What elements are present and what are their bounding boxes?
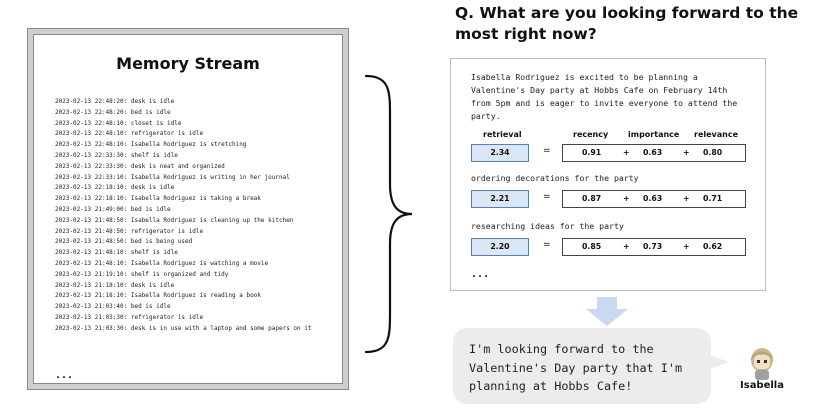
retrieved-memory-1-text: Isabella Rodriguez is excited to be planning a Valentine's Day party at Hobbs Cafe on February 14th from 5pm and is eager to invite everyone to attend the party. — [471, 72, 738, 121]
memory-entry: 2023-02-13 21:03:40: bed is idle — [55, 303, 171, 311]
plus-sign: + — [683, 242, 690, 251]
speaker-name: Isabella — [740, 380, 784, 391]
recency-score-2: 0.87 — [582, 194, 602, 203]
right-curly-brace-icon — [356, 72, 416, 356]
isabella-avatar-icon — [746, 346, 778, 382]
score-components-2 — [562, 190, 746, 208]
plus-sign: + — [623, 194, 630, 203]
memory-entry: 2023-02-13 21:18:10: Isabella Rodriguez is reading a book — [55, 292, 261, 300]
plus-sign: + — [623, 148, 630, 157]
importance-score-2: 0.63 — [643, 194, 663, 203]
retrieved-memory-3-text: researching ideas for the party — [471, 221, 624, 231]
memory-entry: 2023-02-13 22:48:10: Isabella Rodriguez is stretching — [55, 141, 247, 149]
memory-entry: 2023-02-13 21:48:50: refrigerator is idle — [55, 227, 204, 235]
memory-entry: 2023-02-13 22:48:20: bed is idle — [55, 108, 171, 116]
retrieval-score-1: 2.34 — [471, 144, 529, 162]
memory-entry: 2023-02-13 21:48:10: shelf is idle — [55, 249, 178, 257]
memory-entry: 2023-02-13 22:33:30: shelf is idle — [55, 151, 178, 159]
equals-sign: = — [543, 240, 551, 250]
score-row-1 — [471, 144, 749, 162]
memory-entry: 2023-02-13 22:18:10: Isabella Rodriguez is taking a break — [55, 195, 261, 203]
importance-score-3: 0.73 — [643, 242, 663, 251]
down-arrow-icon — [584, 297, 630, 327]
plus-sign: + — [623, 242, 630, 251]
header-retrieval: retrieval — [483, 130, 522, 139]
memory-entry: 2023-02-13 21:48:50: Isabella Rodriguez is cleaning up the kitchen — [55, 216, 294, 224]
memory-entry: 2023-02-13 22:18:10: desk is idle — [55, 184, 175, 192]
score-components-1 — [562, 144, 746, 162]
memory-stream-list — [55, 97, 341, 335]
retrieval-score-3: 2.20 — [471, 238, 529, 256]
retrieval-score-2: 2.21 — [471, 190, 529, 208]
importance-score-1: 0.63 — [643, 148, 663, 157]
header-importance: importance — [628, 130, 680, 139]
answer-text: I'm looking forward to the Valentine's Day party that I'm planning at Hobbs Cafe! — [469, 342, 683, 393]
memory-entry: 2023-02-13 22:33:30: desk is neat and organized — [55, 162, 225, 170]
memory-entry: 2023-02-13 21:48:10: Isabella Rodriguez is watching a movie — [55, 259, 269, 267]
memory-stream-title: Memory Stream — [116, 54, 260, 73]
memory-entry: 2023-02-13 22:48:10: refrigerator is idle — [55, 130, 204, 138]
memory-entry: 2023-02-13 22:48:10: closet is idle — [55, 119, 182, 127]
answer-speech-bubble — [453, 328, 711, 404]
memory-entry: 2023-02-13 22:33:10: Isabella Rodriguez is writing in her journal — [55, 173, 290, 181]
relevance-score-3: 0.62 — [703, 242, 723, 251]
memory-stream-panel — [28, 29, 348, 389]
speech-bubble-tail-icon — [707, 352, 731, 372]
retrieved-memory-2-text: ordering decorations for the party — [471, 173, 639, 183]
memory-stream-ellipsis: ... — [55, 370, 74, 381]
plus-sign: + — [683, 194, 690, 203]
memory-entry: 2023-02-13 21:48:50: bed is being used — [55, 238, 193, 246]
equals-sign: = — [543, 146, 551, 156]
header-recency: recency — [573, 130, 609, 139]
question-heading: Q. What are you looking forward to the most right now? — [455, 4, 799, 43]
equals-sign: = — [543, 192, 551, 202]
score-row-3 — [471, 238, 749, 256]
relevance-score-2: 0.71 — [703, 194, 723, 203]
memory-entry: 2023-02-13 21:18:10: desk is idle — [55, 281, 175, 289]
score-components-3 — [562, 238, 746, 256]
retrieval-panel — [450, 58, 766, 291]
retrieval-ellipsis: ... — [471, 269, 490, 280]
memory-entry: 2023-02-13 21:19:10: shelf is organized and tidy — [55, 270, 229, 278]
memory-entry: 2023-02-13 21:03:30: desk is in use with a laptop and some papers on it — [55, 324, 312, 332]
memory-entry: 2023-02-13 22:48:20: desk is idle — [55, 98, 175, 105]
memory-entry: 2023-02-13 21:49:00: bed is idle — [55, 205, 171, 213]
header-relevance: relevance — [694, 130, 739, 139]
plus-sign: + — [683, 148, 690, 157]
recency-score-1: 0.91 — [582, 148, 602, 157]
score-row-2 — [471, 190, 749, 208]
relevance-score-1: 0.80 — [703, 148, 723, 157]
memory-entry: 2023-02-13 21:03:30: refrigerator is idle — [55, 313, 204, 321]
recency-score-3: 0.85 — [582, 242, 602, 251]
